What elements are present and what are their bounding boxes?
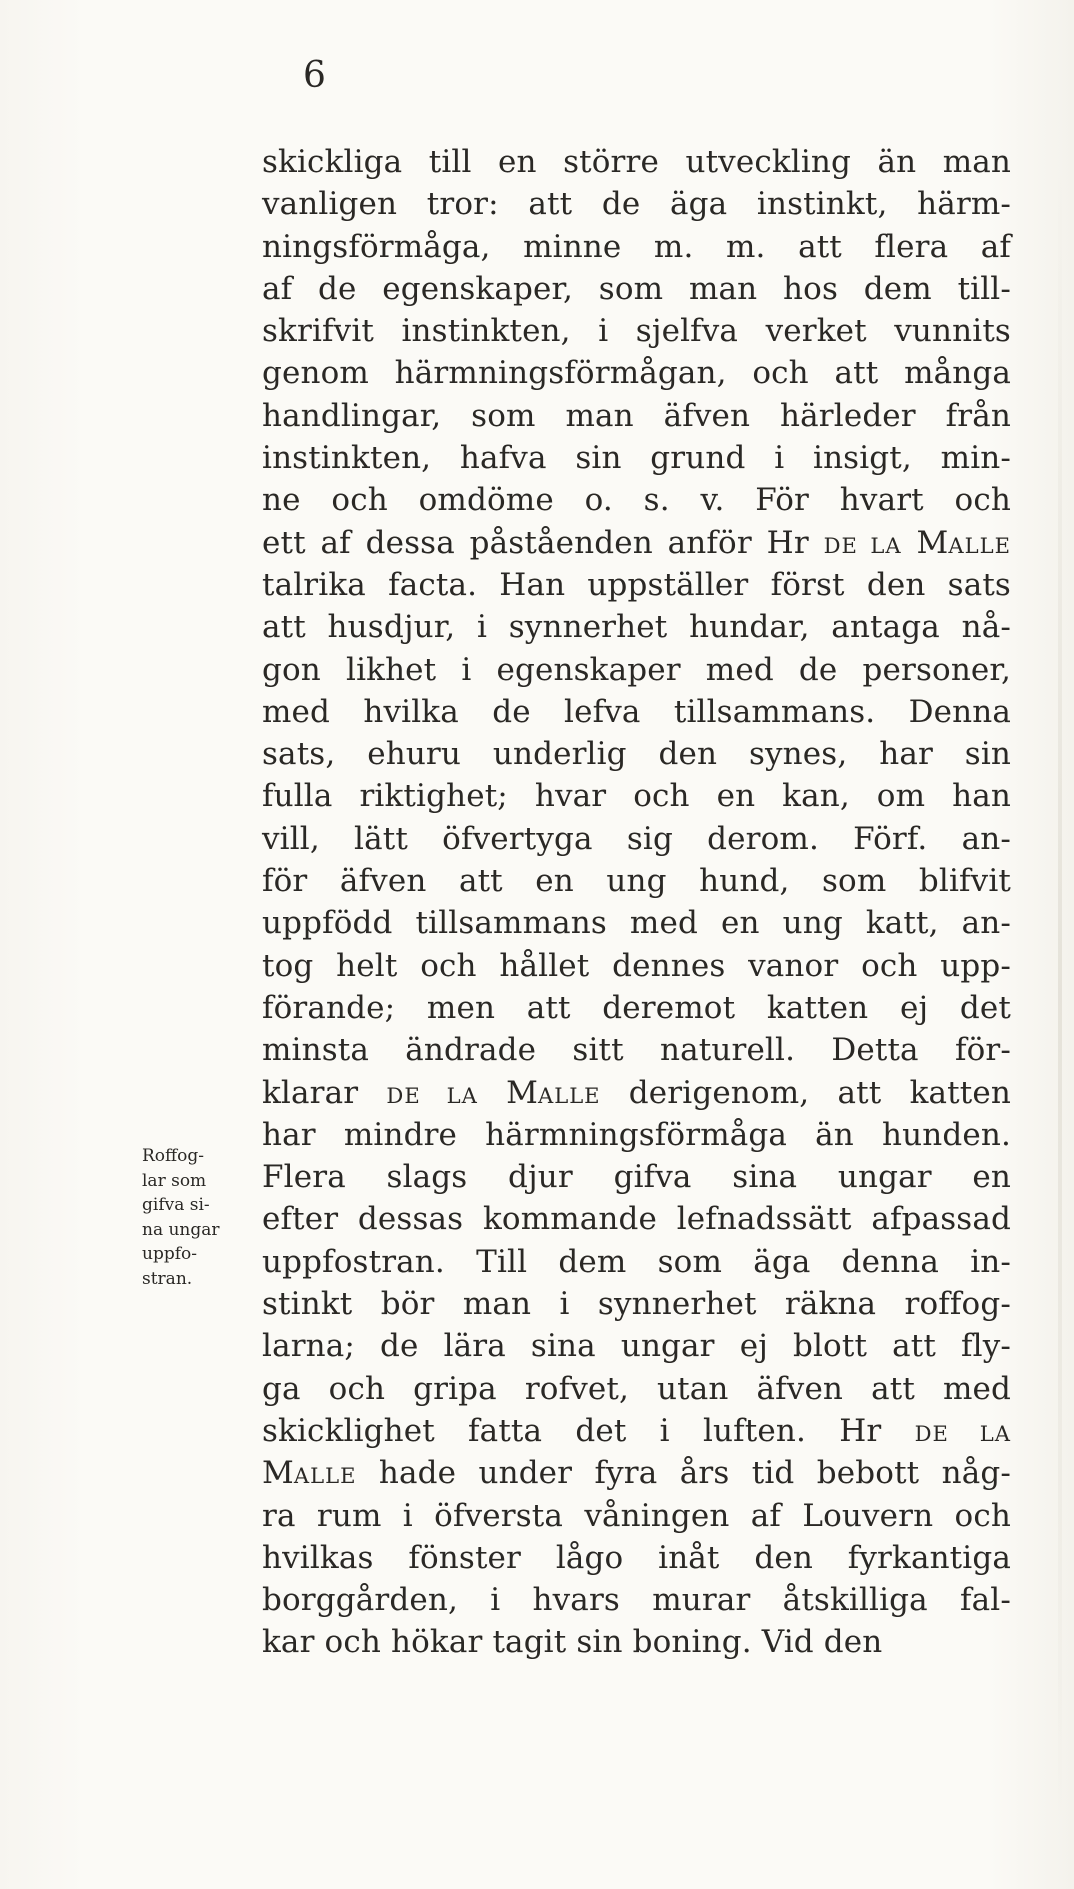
text-line: [262, 733, 1011, 775]
text-line: [262, 606, 1011, 648]
text-segment: förande; men att deremot katten ej det: [262, 989, 1011, 1026]
text-line: [262, 522, 1011, 564]
text-segment: för äfven att en ung hund, som blifvit: [262, 863, 1011, 900]
text-segment: M: [262, 1455, 294, 1492]
text-segment: gon likhet i egenskaper med de personer,: [262, 651, 1011, 688]
text-line: [262, 1029, 1011, 1071]
text-segment: genom härmningsförmågan, och att många: [262, 355, 1011, 392]
text-segment: handlingar, som man äfven härleder från: [262, 397, 1011, 434]
text-segment: sats, ehuru underlig den synes, har sin: [262, 736, 1011, 773]
text-segment: att husdjur, i synnerhet hundar, antaga nå-: [262, 609, 1011, 646]
text-segment: skrifvit instinkten, i sjelfva verket vunnits: [262, 313, 1011, 350]
text-line: [262, 902, 1011, 944]
text-segment: borggården, i hvars murar åtskilliga fal-: [262, 1582, 1011, 1619]
small-caps-name: DE LA: [823, 532, 902, 558]
text-line: [262, 1621, 1011, 1663]
small-caps-name: ALLE: [537, 1082, 601, 1108]
margin-note-line: gifva si-: [142, 1195, 210, 1215]
body-text: [262, 141, 1011, 1664]
text-line: [262, 437, 1011, 479]
margin-note-line: stran.: [142, 1268, 193, 1289]
text-segment: derigenom, att katten: [600, 1074, 1011, 1111]
text-segment: har mindre härmningsförmåga än hunden.: [262, 1116, 1011, 1153]
text-segment: uppfostran. Till dem som äga denna in-: [262, 1243, 1011, 1280]
text-segment: uppfödd tillsammans med en ung katt, an-: [262, 905, 1011, 942]
text-segment: ra rum i öfversta våningen af Louvern och: [262, 1497, 1011, 1534]
text-line: [262, 860, 1011, 902]
text-segment: ningsförmåga, minne m. m. att flera af: [262, 228, 1011, 265]
text-segment: efter dessas kommande lefnadssätt afpassad: [262, 1201, 1011, 1238]
text-segment: talrika facta. Han uppställer först den sats: [262, 566, 1011, 603]
text-segment: ett af dessa påståenden anför Hr: [262, 524, 824, 561]
text-line: [262, 1241, 1011, 1283]
text-segment: ga och gripa rofvet, utan äfven att med: [262, 1370, 1011, 1407]
small-caps-name: ALLE: [293, 1463, 357, 1489]
text-line: [262, 1537, 1011, 1579]
text-line: [262, 818, 1011, 860]
text-segment: skicklighet fatta det i luften. Hr: [262, 1412, 915, 1449]
text-segment: hade under fyra års tid bebott någ-: [356, 1455, 1011, 1492]
text-segment: vanligen tror: att de äga instinkt, härm-: [262, 186, 1011, 223]
text-segment: instinkten, hafva sin grund i insigt, min-: [262, 440, 1011, 477]
text-line: [262, 1283, 1011, 1325]
text-line: [262, 310, 1011, 352]
text-line: [262, 775, 1011, 817]
text-line: [262, 1579, 1011, 1621]
text-line: [262, 649, 1011, 691]
text-line: [262, 1072, 1011, 1114]
margin-note-line: uppfo-: [142, 1244, 197, 1264]
text-line: [262, 352, 1011, 394]
text-line: [262, 987, 1011, 1029]
text-line: [262, 564, 1011, 606]
text-line: [262, 945, 1011, 987]
text-line: [262, 1495, 1011, 1537]
text-line: [262, 479, 1011, 521]
text-segment: vill, lätt öfvertyga sig derom. Förf. an-: [262, 820, 1011, 857]
small-caps-name: ALLE: [948, 532, 1011, 558]
text-segment: fulla riktighet; hvar och en kan, om han: [262, 778, 1011, 815]
text-line: [262, 1156, 1011, 1198]
text-segment: ne och omdöme o. s. v. För hvart och: [262, 482, 1011, 519]
text-line: [262, 395, 1011, 437]
text-segment: kar och hökar tagit sin boning. Vid den: [262, 1624, 883, 1661]
text-segment: hvilkas fönster lågo inåt den fyrkantiga: [262, 1539, 1011, 1576]
text-segment: stinkt bör man i synnerhet räkna roffog-: [262, 1286, 1011, 1323]
text-segment: klarar: [262, 1074, 387, 1111]
text-line: [262, 1325, 1011, 1367]
page-number: 6: [303, 55, 326, 96]
text-segment: M: [901, 524, 949, 561]
text-segment: Flera slags djur gifva sina ungar en: [262, 1159, 1011, 1196]
text-segment: af de egenskaper, som man hos dem till-: [262, 270, 1011, 307]
text-line: [262, 1198, 1011, 1240]
text-line: [262, 1114, 1011, 1156]
text-line: [262, 1452, 1011, 1494]
text-segment: larna; de lära sina ungar ej blott att fly-: [262, 1328, 1011, 1365]
text-segment: tog helt och hållet dennes vanor och upp-: [262, 947, 1011, 984]
small-caps-name: DE LA: [914, 1420, 1011, 1446]
text-line: [262, 183, 1011, 225]
margin-note: [142, 1144, 254, 1291]
margin-note-line: Roffog-: [142, 1146, 204, 1166]
text-segment: M: [477, 1074, 538, 1111]
text-line: [262, 268, 1011, 310]
text-line: [262, 1368, 1011, 1410]
margin-note-line: na ungar: [142, 1219, 220, 1240]
text-segment: skickliga till en större utveckling än man: [262, 144, 1011, 180]
text-segment: minsta ändrade sitt naturell. Detta för-: [262, 1032, 1011, 1069]
text-line: [262, 1410, 1011, 1452]
text-line: [262, 691, 1011, 733]
page-edge-shadow: [1058, 170, 1062, 1820]
small-caps-name: DE LA: [386, 1082, 478, 1108]
text-line: [262, 141, 1011, 183]
margin-note-line: lar som: [142, 1170, 207, 1191]
text-segment: med hvilka de lefva tillsammans. Denna: [262, 693, 1011, 730]
text-line: [262, 226, 1011, 268]
